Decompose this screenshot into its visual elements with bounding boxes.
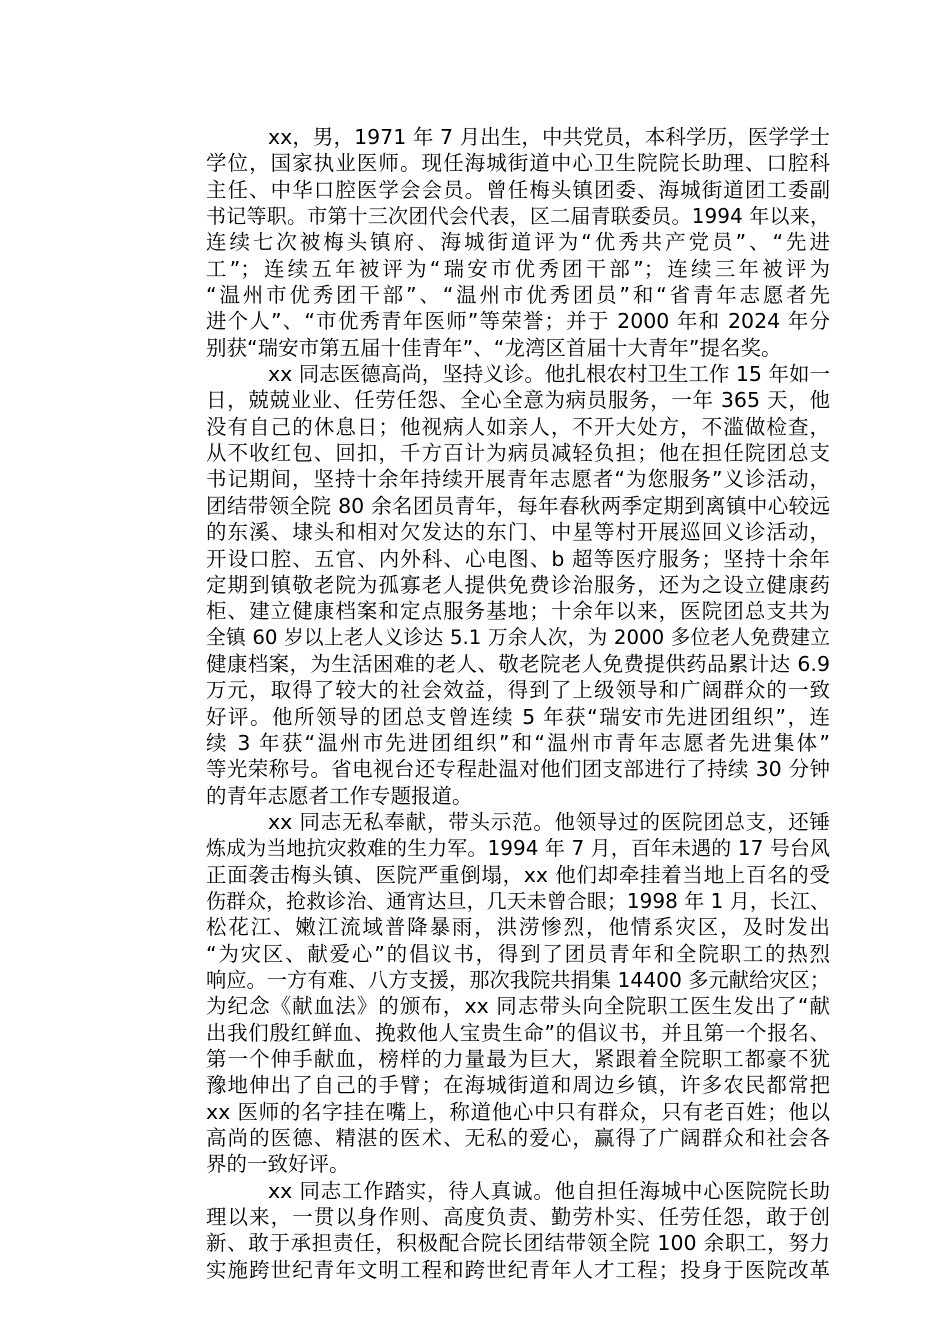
text-line: 定期到镇敬老院为孤寡老人提供免费诊治服务，还为之设立健康药 <box>206 572 830 597</box>
text-line: 高尚的医德、精湛的医术、无私的爱心，赢得了广阔群众和社会各 <box>206 1126 830 1151</box>
text-line: 新、敢于承担责任，积极配合院长团结带领全院 100 余职工，努力 <box>206 1231 830 1256</box>
text-line: 开设口腔、五官、内外科、心电图、b 超等医疗服务；坚持十余年 <box>206 546 830 571</box>
text-line: 书记等职。市第十三次团代会代表，区二届青联委员。1994 年以来， <box>206 204 830 229</box>
text-line: 的东溪、埭头和相对欠发达的东门、中星等村开展巡回义诊活动， <box>206 520 830 545</box>
text-line: 为纪念《献血法》的颁布，xx 同志带头向全院职工医生发出了“献 <box>206 994 830 1019</box>
text-line: 没有自己的休息日；他视病人如亲人，不开大处方，不滥做检查， <box>206 414 830 439</box>
text-line: 日，兢兢业业、任劳任怨、全心全意为病员服务，一年 365 天，他 <box>206 388 830 413</box>
text-line: 响应。一方有难、八方支援，那次我院共捐集 14400 多元献给灾区； <box>206 968 830 992</box>
text-line: 豫地伸出了自己的手臂；在海城街道和周边乡镇，许多农民都常把 <box>206 1073 830 1098</box>
text-line: 界的一致好评。 <box>206 1152 350 1177</box>
text-line: “为灾区、献爱心”的倡议书，得到了团员青年和全院职工的热烈 <box>206 941 830 966</box>
text-line: 连续七次被梅头镇府、海城街道评为“优秀共产党员”、“先进 <box>206 230 830 255</box>
text-line: 等光荣称号。省电视台还专程赴温对他们团支部进行了持续 30 分钟 <box>206 757 830 782</box>
text-line: “温州市优秀团干部”、“温州市优秀团员”和“省青年志愿者先 <box>206 283 830 308</box>
text-line: 伤群众，抢救诊治、通宵达旦，几天未曾合眼；1998 年 1 月，长江、 <box>206 888 830 913</box>
text-line: 团结带领全院 80 余名团员青年，每年春秋两季定期到离镇中心较远 <box>206 493 830 518</box>
paragraph-dedication <box>144 809 830 1178</box>
text-line: 的青年志愿者工作专题报道。 <box>206 783 473 808</box>
text-line: 正面袭击梅头镇、医院严重倒塌，xx 他们却牵挂着当地上百名的受 <box>206 862 830 887</box>
text-line: 续 3 年获“温州市先进团组织”和“温州市青年志愿者先进集体” <box>206 730 830 755</box>
text-line: 健康档案，为生活困难的老人、敬老院老人免费提供药品累计达 6.9 <box>206 651 830 676</box>
paragraph-medical-ethics <box>144 361 830 809</box>
text-line: xx，男，1971 年 7 月出生，中共党员，本科学历，医学学士 <box>268 125 830 149</box>
text-line: xx 同志无私奉献，带头示范。他领导过的医院团总支，还锤 <box>268 809 830 834</box>
text-line: 进个人”、“市优秀青年医师”等荣誉；并于 2000 年和 2024 年分 <box>206 309 830 334</box>
paragraph-intro <box>144 124 830 361</box>
text-line: 第一个伸手献血，榜样的力量最为巨大，紧跟着全院职工都豪不犹 <box>206 1047 830 1072</box>
text-line: 学位，国家执业医师。现任海城街道中心卫生院院长助理、口腔科 <box>206 151 830 176</box>
text-line: 工”；连续五年被评为“瑞安市优秀团干部”；连续三年被评为 <box>206 256 830 281</box>
text-line: 全镇 60 岁以上老人义诊达 5.1 万余人次，为 2000 多位老人免费建立 <box>206 625 830 649</box>
text-line: 松花江、嫩江流域普降暴雨，洪涝惨烈，他情系灾区，及时发出 <box>206 915 830 940</box>
text-line: 理以来，一贯以身作则、高度负责、勤劳朴实、任劳任怨，敢于创 <box>206 1205 830 1230</box>
text-line: 书记期间，坚持十余年持续开展青年志愿者“为您服务”义诊活动， <box>206 467 830 492</box>
text-line: 万元，取得了较大的社会效益，得到了上级领导和广阔群众的一致 <box>206 678 830 703</box>
text-line: 炼成为当地抗灾救难的生力军。1994 年 7 月，百年未遇的 17 号台风 <box>206 836 830 861</box>
text-line: 柜、建立健康档案和定点服务基地；十余年以来，医院团总支共为 <box>206 599 830 624</box>
paragraph-work-attitude <box>144 1178 830 1283</box>
text-line: 别获“瑞安市第五届十佳青年”、“龙湾区首届十大青年”提名奖。 <box>206 335 782 360</box>
text-line: xx 医师的名字挂在嘴上，称道他心中只有群众，只有老百姓；他以 <box>206 1099 830 1124</box>
text-line: 实施跨世纪青年文明工程和跨世纪青年人才工程；投身于医院改革 <box>206 1257 830 1282</box>
document-body <box>144 124 830 1283</box>
text-line: 好评。他所领导的团总支曾连续 5 年获“瑞安市先进团组织”，连 <box>206 704 830 729</box>
text-line: xx 同志医德高尚，坚持义诊。他扎根农村卫生工作 15 年如一 <box>268 362 830 387</box>
text-line: xx 同志工作踏实，待人真诚。他自担任海城中心医院院长助 <box>268 1178 830 1203</box>
text-line: 主任、中华口腔医学会会员。曾任梅头镇团委、海城街道团工委副 <box>206 177 830 202</box>
text-line: 从不收红包、回扣，千方百计为病员减轻负担；他在担任院团总支 <box>206 441 830 466</box>
text-line: 出我们殷红鲜血、挽救他人宝贵生命”的倡议书，并且第一个报名、 <box>206 1020 830 1045</box>
